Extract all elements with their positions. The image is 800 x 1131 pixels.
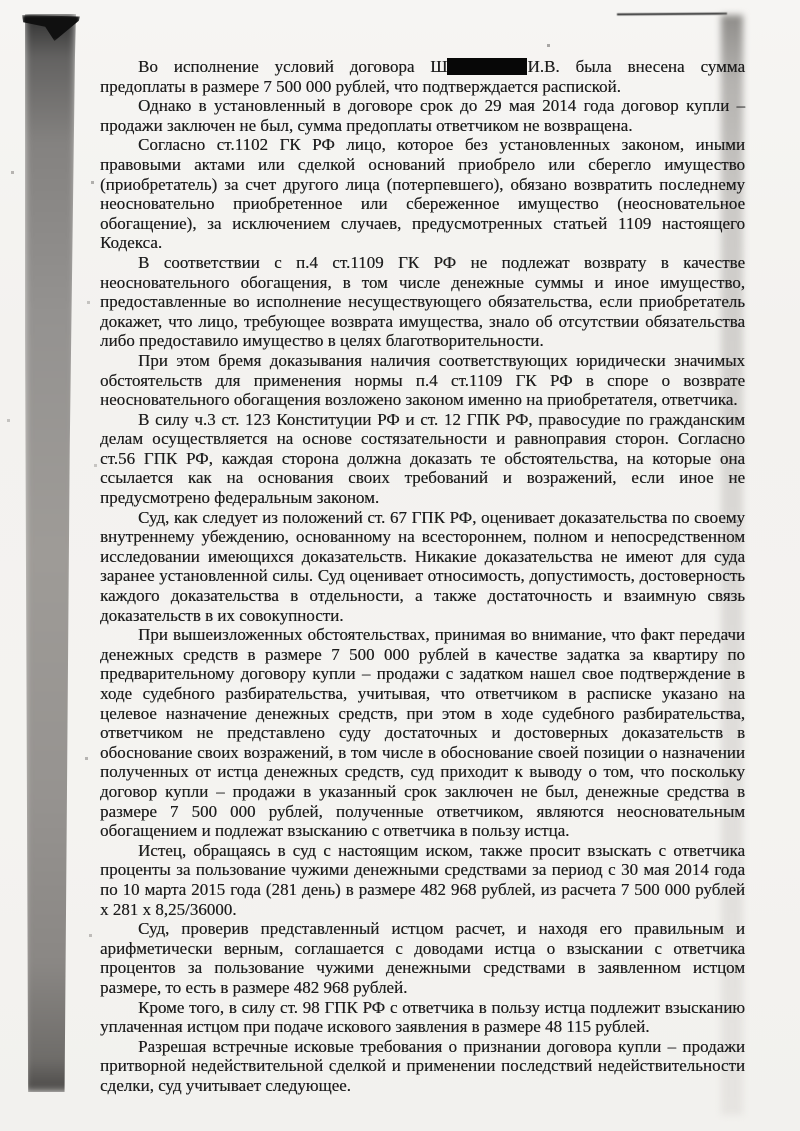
paragraph-art-98-fee: Кроме того, в силу ст. 98 ГПК РФ с ответчика в пользу истца подлежит взысканию уплаченная истцом при подаче искового заявления в размере 48 115 рублей. [100, 997, 745, 1037]
paragraph-art-1109: В соответствии с п.4 ст.1109 ГК РФ не подлежат возврату в качестве неосновательного обогащения, в том числе денежные суммы и иное имущество, предоставленные во исполнение несуществующего обязательства, если приобретатель докажет, что лицо, требующее возврата имущества, знало об отсутствии обязательства либо предоставило имущество в целях благотворительности. [100, 252, 745, 351]
paragraph-suffix: И.В. была внесена сумма предоплаты в размере 7 500 000 рублей, что подтверждается распиской. [100, 57, 745, 96]
paragraph-art-67: Суд, как следует из положений ст. 67 ГПК РФ, оценивает доказательства по своему внутреннему убеждению, основанному на всестороннем, полном и непосредственном исследовании имеющихся доказательств. Никакие доказательства не имеют для суда заранее установленной силы. Суд оценивает относимость, допустимость, достоверность каждого доказательства в отдельности, а также достаточность и взаимную связь доказательств в их совокупности. [100, 507, 745, 625]
scan-binding-shadow-left [24, 14, 76, 1092]
paragraph-court-conclusion: При вышеизложенных обстоятельствах, принимая во внимание, что факт передачи денежных средств в размере 7 500 000 рублей в качестве задатка за квартиру по предварительному договору купли – продажи с задатком нашел свое подтверждение в ходе судебного разбирательства, учитывая, что ответчиком в расписке указано на целевое назначение денежных средств, при этом в ходе судебного разбирательства, ответчиком не представлено суду достаточных и достоверных доказательств в обоснование своих возражений, в том числе в обоснование своей позиции о назначении полученных от истца денежных средств, суд приходит к выводу о том, что поскольку договор купли – продажи в указанный срок заключен не был, денежные средства в размере 7 500 000 рублей, полученные ответчиком, являются неосновательным обогащением и подлежат взысканию с ответчика в пользу истца. [100, 625, 745, 841]
paragraph-burden-of-proof: При этом бремя доказывания наличия соответствующих юридически значимых обстоятельств для применения нормы п.4 ст.1109 ГК РФ в споре о возврате неосновательного обогащения возложено законом именно на приобретателя, ответчика. [100, 350, 745, 410]
paragraph-art-1102: Согласно ст.1102 ГК РФ лицо, которое без установленных законом, иными правовыми актами или сделкой оснований приобрело или сберегло имущество (приобретатель) за счет другого лица (потерпевшего), обязано возвратить последнему неосновательно приобретенное или сбереженное имущество (неосновательное обогащение), за исключением случаев, предусмотренных статьей 1109 настоящего Кодекса. [100, 135, 745, 253]
scan-top-edge-line [617, 13, 727, 16]
paragraph-prefix: Во исполнение условий договора Ш [138, 57, 448, 76]
document-text [100, 57, 745, 1095]
paragraph-interest-claim: Истец, обращаясь в суд с настоящим иском, также просит взыскать с ответчика проценты за пользование чужими денежными средствами за период с 30 мая 2014 года по 10 марта 2015 года (281 день) в размере 482 968 рублей, из расчета 7 500 000 рублей х 281 х 8,25/36000. [100, 840, 745, 919]
paragraph-counterclaim: Разрешая встречные исковые требования о признании договора купли – продажи притворной недействительной сделкой и применении последствий недействительности сделки, суд учитывает следующее. [100, 1036, 745, 1095]
paragraph-deadline: Однако в установленный в договоре срок до 29 мая 2014 года договор купли – продажи заключен не был, сумма предоплаты ответчиком не возвращена. [100, 96, 745, 135]
paragraph-art-123-12-56: В силу ч.3 ст. 123 Конституции РФ и ст. 12 ГПК РФ, правосудие по гражданским делам осуществляется на основе состязательности и равноправия сторон. Согласно ст.56 ГПК РФ, каждая сторона должна доказать те обстоятельства, на которые она ссылается как на основания своих требований и возражений, если иное не предусмотрено федеральным законом. [100, 409, 745, 508]
redaction-box [447, 58, 527, 75]
scan-noise-specks [0, 0, 1, 1]
paragraph-prepayment [100, 57, 745, 96]
paragraph-interest-award: Суд, проверив представленный истцом расчет, и находя его правильным и арифметически верным, соглашается с доводами истца о взыскании с ответчика процентов за пользование чужими денежными средствами в заявленном истцом размере, то есть в размере 482 968 рублей. [100, 919, 745, 997]
